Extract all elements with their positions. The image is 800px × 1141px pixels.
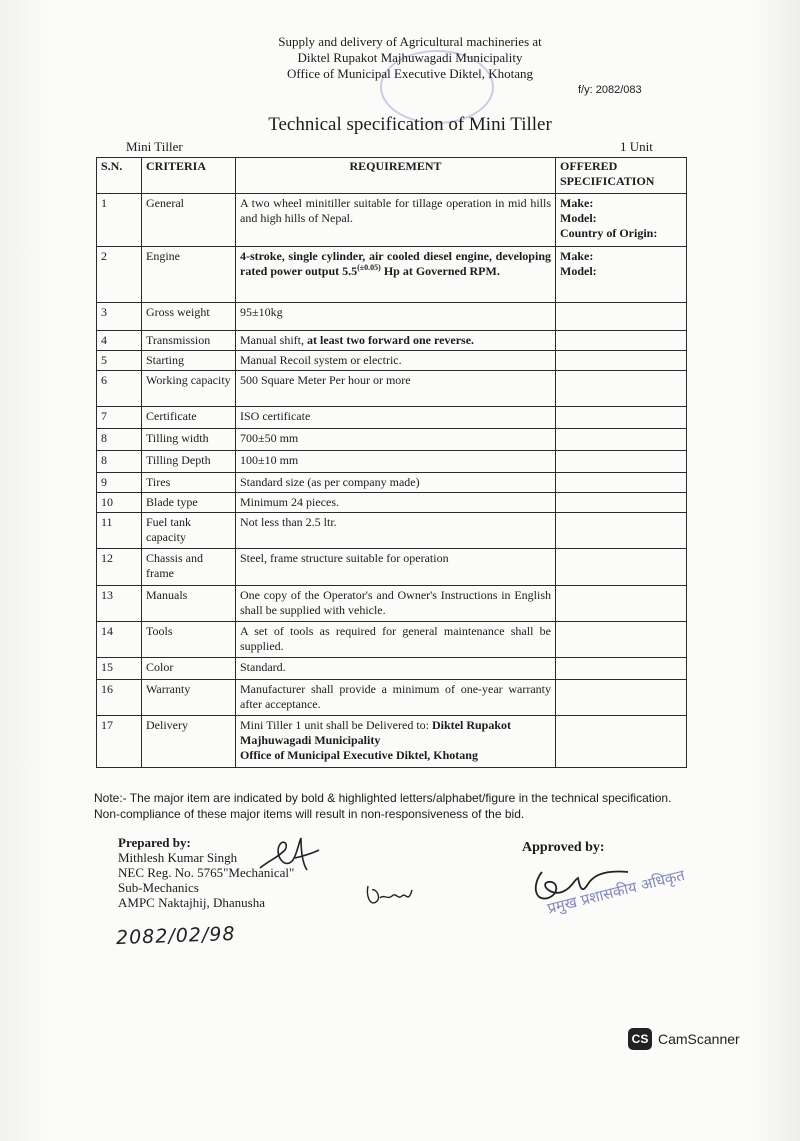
offered-cell — [556, 716, 687, 768]
row-requirement: 95±10kg — [236, 303, 556, 331]
table-row — [97, 451, 687, 473]
preparer-office: AMPC Naktajhij, Dhanusha — [118, 895, 265, 910]
item-name: Mini Tiller — [126, 139, 183, 154]
row-criteria: Working capacity — [142, 371, 236, 407]
row-sn: 12 — [97, 549, 142, 586]
offered-cell — [556, 549, 687, 586]
row-criteria: Manuals — [142, 586, 236, 622]
row-sn: 10 — [97, 493, 142, 513]
row-criteria: Blade type — [142, 493, 236, 513]
handwritten-date: 2082/02/98 — [115, 922, 236, 950]
row-sn: 1 — [97, 194, 142, 247]
offered-cell — [556, 331, 687, 351]
prepared-by-label: Prepared by: — [118, 835, 191, 850]
offered-cell — [556, 451, 687, 473]
requirement-major-text: Office of Municipal Executive Diktel, Khotang — [240, 748, 478, 762]
row-requirement — [236, 247, 556, 303]
row-requirement: A two wheel minitiller suitable for tillage operation in mid hills and high hills of Nepal. — [236, 194, 556, 247]
row-requirement: 700±50 mm — [236, 429, 556, 451]
offered-model: Model: — [560, 211, 597, 225]
offered-country: Country of Origin: — [560, 226, 658, 240]
offered-cell — [556, 622, 687, 658]
row-criteria: Engine — [142, 247, 236, 303]
row-criteria: Color — [142, 658, 236, 680]
offered-make: Make: — [560, 249, 594, 263]
offered-cell — [556, 658, 687, 680]
row-requirement: Standard. — [236, 658, 556, 680]
row-requirement: Minimum 24 pieces. — [236, 493, 556, 513]
row-requirement: ISO certificate — [236, 407, 556, 429]
table-row — [97, 680, 687, 716]
note-paragraph: Note:- The major item are indicated by bold & highlighted letters/alphabet/figure in the technical specification. Non-compliance of these major items will result in non-responsiveness of the bid. — [94, 791, 672, 821]
offered-cell — [556, 493, 687, 513]
row-sn: 16 — [97, 680, 142, 716]
offered-cell — [556, 680, 687, 716]
row-sn: 9 — [97, 473, 142, 493]
header-criteria: CRITERIA — [142, 158, 236, 194]
requirement-major-text: at least two forward one reverse. — [307, 333, 475, 347]
row-sn: 4 — [97, 331, 142, 351]
table-row — [97, 247, 687, 303]
table-row — [97, 658, 687, 680]
row-sn: 6 — [97, 371, 142, 407]
row-criteria: Certificate — [142, 407, 236, 429]
row-requirement: A set of tools as required for general maintenance shall be supplied. — [236, 622, 556, 658]
table-row — [97, 407, 687, 429]
row-sn: 5 — [97, 351, 142, 371]
table-row — [97, 351, 687, 371]
table-row — [97, 331, 687, 351]
offered-cell — [556, 371, 687, 407]
table-row — [97, 586, 687, 622]
header-line-3: Office of Municipal Executive Diktel, Khotang — [287, 66, 533, 81]
page-title: Technical specification of Mini Tiller — [268, 114, 552, 135]
row-criteria: Fuel tank capacity — [142, 513, 236, 549]
header-requirement: REQUIREMENT — [236, 158, 556, 194]
row-criteria: Tilling width — [142, 429, 236, 451]
row-sn: 7 — [97, 407, 142, 429]
table-row — [97, 549, 687, 586]
table-row — [97, 716, 687, 768]
row-criteria: Tires — [142, 473, 236, 493]
row-sn: 13 — [97, 586, 142, 622]
requirement-text: Manual shift, — [240, 333, 307, 347]
requirement-text: 4-stroke, single cylinder, air cooled diesel engine, developing rated power output 5.5 — [240, 249, 551, 278]
header-sn: S.N. — [97, 158, 142, 194]
requirement-major-text: Diktel Rupakot Majhuwagadi Municipality — [240, 718, 512, 747]
table-row — [97, 371, 687, 407]
row-requirement: Standard size (as per company made) — [236, 473, 556, 493]
camscanner-label: CamScanner — [658, 1031, 740, 1047]
offered-cell — [556, 247, 687, 303]
requirement-text: Mini Tiller 1 unit shall be Delivered to: — [240, 718, 432, 732]
header-line-2: Diktel Rupakot Majhuwagadi Municipality — [297, 50, 523, 65]
row-requirement: Steel, frame structure suitable for operation — [236, 549, 556, 586]
row-criteria: General — [142, 194, 236, 247]
specification-table — [96, 157, 687, 768]
row-sn: 8 — [97, 451, 142, 473]
camscanner-logo-icon: CS — [628, 1028, 652, 1050]
fiscal-year: f/y: 2082/083 — [578, 84, 642, 96]
row-sn: 3 — [97, 303, 142, 331]
table-row — [97, 513, 687, 549]
row-requirement: One copy of the Operator's and Owner's Instructions in English shall be supplied with vehicle. — [236, 586, 556, 622]
table-row — [97, 493, 687, 513]
offered-cell — [556, 513, 687, 549]
row-sn: 15 — [97, 658, 142, 680]
official-stamp: प्रमुख प्रशासकीय अधिकृत — [545, 865, 687, 918]
camscanner-watermark — [628, 1028, 740, 1050]
offered-cell — [556, 303, 687, 331]
preparer-name: Mithlesh Kumar Singh — [118, 850, 238, 865]
requirement-text: Hp at Governed RPM. — [380, 264, 500, 278]
offered-cell — [556, 407, 687, 429]
initials-signature-icon — [362, 880, 417, 912]
header-line-1: Supply and delivery of Agricultural machineries at — [278, 34, 542, 49]
offered-cell — [556, 194, 687, 247]
row-criteria: Tools — [142, 622, 236, 658]
table-row — [97, 429, 687, 451]
offered-make: Make: — [560, 196, 594, 210]
table-row — [97, 473, 687, 493]
row-criteria: Delivery — [142, 716, 236, 768]
row-sn: 17 — [97, 716, 142, 768]
offered-cell — [556, 473, 687, 493]
offered-cell — [556, 351, 687, 371]
table-row — [97, 303, 687, 331]
row-requirement — [236, 716, 556, 768]
row-sn: 2 — [97, 247, 142, 303]
offered-cell — [556, 429, 687, 451]
row-sn: 8 — [97, 429, 142, 451]
table-row — [97, 194, 687, 247]
row-requirement: Manufacturer shall provide a minimum of one-year warranty after acceptance. — [236, 680, 556, 716]
row-criteria: Chassis and frame — [142, 549, 236, 586]
table-header-row — [97, 158, 687, 194]
row-requirement: Manual Recoil system or electric. — [236, 351, 556, 371]
row-requirement: 100±10 mm — [236, 451, 556, 473]
header-offered: OFFERED SPECIFICATION — [556, 158, 687, 194]
row-requirement: 500 Square Meter Per hour or more — [236, 371, 556, 407]
offered-cell — [556, 586, 687, 622]
row-sn: 11 — [97, 513, 142, 549]
row-requirement: Not less than 2.5 ltr. — [236, 513, 556, 549]
row-sn: 14 — [97, 622, 142, 658]
preparer-role: Sub-Mechanics — [118, 880, 199, 895]
row-criteria: Gross weight — [142, 303, 236, 331]
offered-model: Model: — [560, 264, 597, 278]
approved-by-label: Approved by: — [522, 840, 605, 855]
row-requirement — [236, 331, 556, 351]
item-quantity: 1 Unit — [620, 139, 653, 154]
preparer-signature-icon — [255, 830, 325, 880]
row-criteria: Warranty — [142, 680, 236, 716]
row-criteria: Starting — [142, 351, 236, 371]
row-criteria: Transmission — [142, 331, 236, 351]
requirement-tolerance: (±0.05) — [357, 263, 381, 272]
preparer-reg: NEC Reg. No. 5765"Mechanical" — [118, 865, 295, 880]
row-criteria: Tilling Depth — [142, 451, 236, 473]
table-row — [97, 622, 687, 658]
